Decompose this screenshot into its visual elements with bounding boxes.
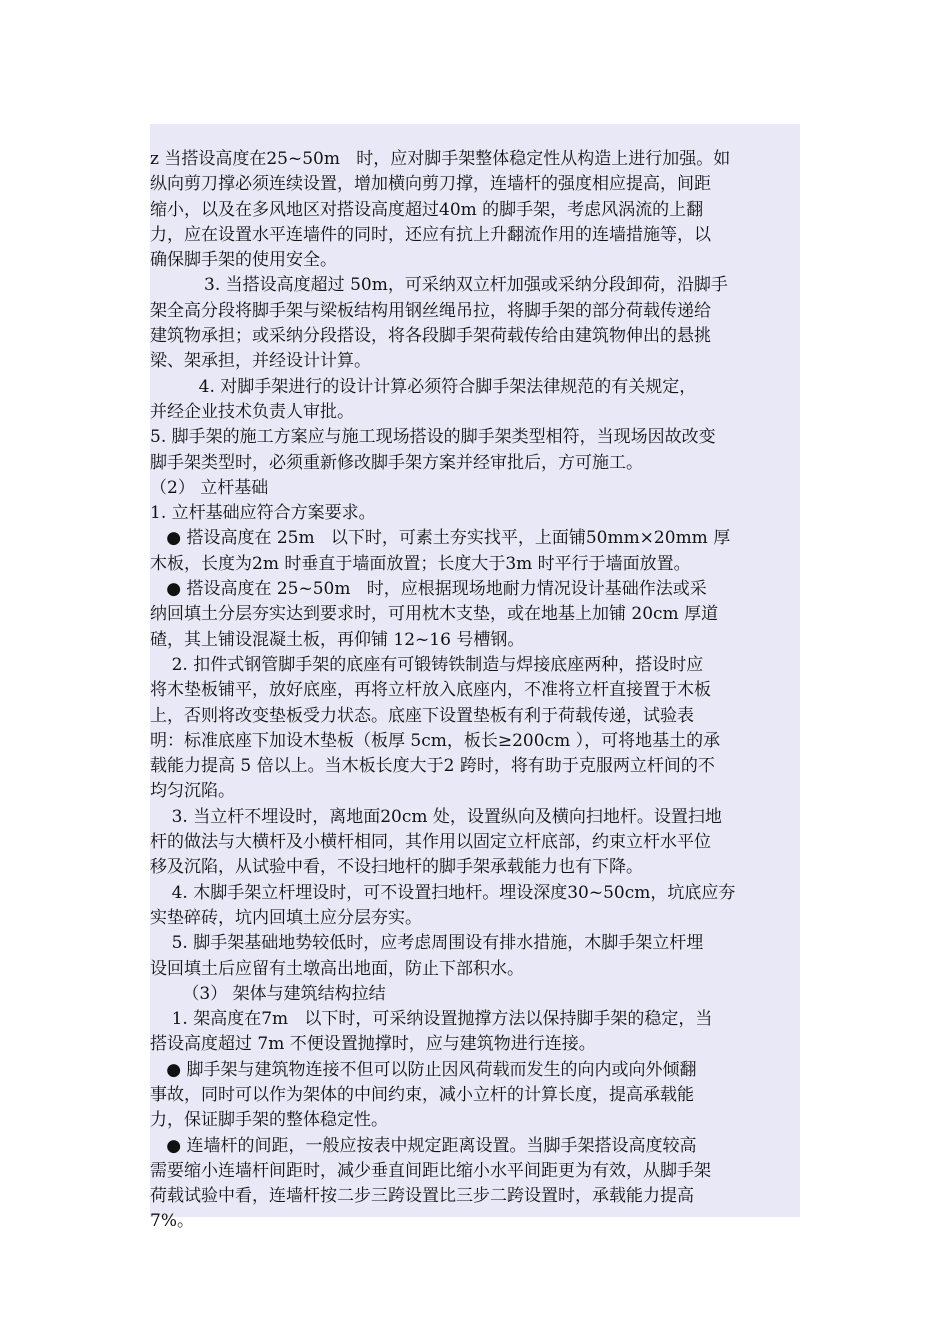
text-line: 杆的做法与大横杆及小横杆相同，其作用以固定立杆底部，约束立杆水平位 [150, 832, 711, 853]
text-line: 3. 当立杆不埋设时，离地面20cm 处，设置纵向及横向扫地杆。设置扫地 [150, 806, 722, 827]
document-body [150, 147, 802, 1235]
text-line: 纳回填土分层夯实达到要求时，可用枕木支垫，或在地基上加铺 20cm 厚道 [150, 604, 719, 625]
text-line: 力，应在设置水平连墙件的同时，还应有抗上升翻流作用的连墙措施等，以 [150, 224, 711, 245]
text-line: （3） 架体与建筑结构拉结 [150, 983, 386, 1004]
text-line: 事故，同时可以作为架体的中间约束，减小立杆的计算长度，提高承载能 [150, 1084, 694, 1105]
text-line: 上，否则将改变垫板受力状态。底座下设置垫板有利于荷载传递，试验表 [150, 705, 694, 726]
text-line: 均匀沉陷。 [150, 781, 235, 802]
text-line: 脚手架类型时，必须重新修改脚手架方案并经审批后，方可施工。 [150, 452, 643, 473]
text-line: 力，保证脚手架的整体稳定性。 [150, 1110, 388, 1131]
text-line: 实垫碎砖，坑内回填土应分层夯实。 [150, 907, 422, 928]
text-line: 并经企业技术负责人审批。 [150, 401, 354, 422]
text-line: 确保脚手架的使用安全。 [150, 250, 337, 271]
text-line: （2） 立杆基础 [150, 477, 269, 498]
text-line: 梁、架承担，并经设计计算。 [150, 351, 371, 372]
text-line: 荷载试验中看，连墙杆按二步三跨设置比三步二跨设置时，承载能力提高 [150, 1186, 694, 1207]
text-line: ● 搭设高度在 25m 以下时，可素土夯实找平，上面铺50mm×20mm 厚 [150, 528, 731, 549]
text-line: 2. 扣件式钢管脚手架的底座有可锻铸铁制造与焊接底座两种，搭设时应 [150, 654, 704, 675]
text-line: 架全高分段将脚手架与梁板结构用钢丝绳吊拉，将脚手架的部分荷载传递给 [150, 300, 711, 321]
text-line: 4. 对脚手架进行的设计计算必须符合脚手架法律规范的有关规定， [150, 376, 697, 397]
text-line: 建筑物承担；或采纳分段搭设，将各段脚手架荷载传给由建筑物伸出的悬挑 [150, 326, 711, 347]
text-line: 搭设高度超过 7m 不便设置抛撑时，应与建筑物进行连接。 [150, 1034, 596, 1055]
text-line: 将木垫板铺平，放好底座，再将立杆放入底座内，不准将立杆直接置于木板 [150, 680, 711, 701]
text-line: ● 搭设高度在 25~50m 时，应根据现场地耐力情况设计基础作法或采 [150, 579, 707, 600]
text-line: 4. 木脚手架立杆埋设时，可不设置扫地杆。埋设深度30~50cm，坑底应夯 [150, 882, 736, 903]
text-line: 5. 脚手架的施工方案应与施工现场搭设的脚手架类型相符，当现场因故改变 [150, 427, 716, 448]
text-line: 1. 架高度在7m 以下时，可采纳设置抛撑方法以保持脚手架的稳定，当 [150, 1009, 713, 1030]
text-line: 缩小，以及在多风地区对搭设高度超过40m 的脚手架，考虑风涡流的上翻 [150, 199, 704, 220]
text-line: 载能力提高 5 倍以上。当木板长度大于2 跨时，将有助于克服两立杆间的不 [150, 756, 715, 777]
text-line: 需要缩小连墙杆间距时，减少垂直间距比缩小水平间距更为有效，从脚手架 [150, 1160, 711, 1181]
text-line: ● 脚手架与建筑物连接不但可以防止因风荷载而发生的向内或向外倾翻 [150, 1059, 697, 1080]
text-line: 明：标准底座下加设木垫板（板厚 5cm，板长≥200cm ），可将地基土的承 [150, 730, 721, 751]
text-line: 设回填土后应留有土墩高出地面，防止下部积水。 [150, 958, 524, 979]
text-line: 3. 当搭设高度超过 50m，可采纳双立杆加强或采纳分段卸荷，沿脚手 [150, 275, 728, 296]
text-line: 1. 立杆基础应符合方案要求。 [150, 503, 376, 524]
text-line: 移及沉陷，从试验中看，不设扫地杆的脚手架承载能力也有下降。 [150, 857, 643, 878]
text-line: 木板，长度为2m 时垂直于墙面放置；长度大于3m 时平行于墙面放置。 [150, 553, 691, 574]
text-line: ● 连墙杆的间距，一般应按表中规定距离设置。当脚手架搭设高度较高 [150, 1135, 697, 1156]
text-line: 7%。 [150, 1211, 194, 1232]
text-line: 纵向剪刀撑必须连续设置，增加横向剪刀撑，连墙杆的强度相应提高，间距 [150, 174, 711, 195]
text-line: 5. 脚手架基础地势较低时，应考虑周围设有排水措施，木脚手架立杆埋 [150, 933, 704, 954]
text-line: 碴，其上铺设混凝土板，再仰铺 12~16 号槽钢。 [150, 629, 525, 650]
text-line: z 当搭设高度在25~50m 时，应对脚手架整体稳定性从构造上进行加强。如 [150, 149, 731, 169]
